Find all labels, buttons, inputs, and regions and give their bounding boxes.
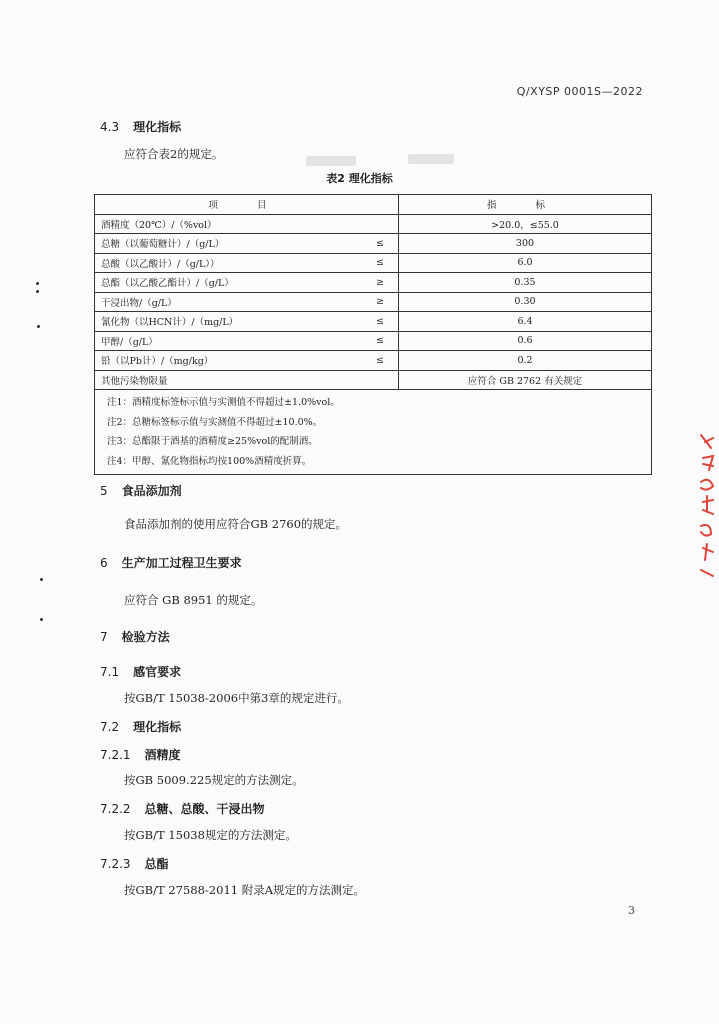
paragraph: 食品添加剂的使用应符合GB 2760的规定。 [124,517,348,531]
table-note: 注1：酒精度标签标示值与实测值不得超过±1.0%vol。 [107,397,340,408]
table-row [95,253,652,273]
column-header-index: 指 标 [399,195,652,215]
scan-smudge [408,154,454,164]
table-row [95,273,652,293]
row-item-name: 总酸（以乙酸计）/（g/L）） [95,253,359,273]
physicochemical-table [94,194,652,475]
section-number: 7.2.3 [100,857,131,871]
row-value: 6.4 [399,312,652,332]
scan-speck [40,618,43,621]
notes-row [95,390,652,475]
table-body [95,214,652,390]
red-stamp-fragment [695,430,719,580]
section-title: 食品添加剂 [121,484,182,498]
table-note: 注3：总酯限于酒基的酒精度≥25%vol的配制酒。 [107,436,318,447]
section-heading [100,746,181,763]
section-heading [100,800,265,817]
row-value: 0.35 [399,273,652,293]
column-header-item: 项 目 [95,195,399,215]
section-title: 理化指标 [133,720,182,734]
section-heading [100,718,181,735]
section-title: 总酯 [144,857,169,871]
row-value: 0.2 [399,351,652,371]
row-comparator [358,214,399,234]
row-item-name: 其他污染物限量 [95,370,359,390]
row-item-name: 铅（以Pb计）/（mg/kg） [95,351,359,371]
section-title: 理化指标 [133,120,182,134]
row-comparator [358,370,399,390]
section-number: 5 [100,484,108,498]
section-title: 检验方法 [121,630,170,644]
section-heading [100,663,181,680]
section-number: 7.2 [100,720,120,734]
section-heading [100,628,170,645]
section-title: 生产加工过程卫生要求 [121,556,242,570]
section-number: 6 [100,556,108,570]
table-row [95,370,652,390]
table-row [95,331,652,351]
table-header-row [95,195,652,215]
row-comparator: ≤ [358,331,399,351]
row-item-name: 酒精度（20℃）/（%vol） [95,214,359,234]
paragraph: 应符合表2的规定。 [124,147,224,161]
section-heading [100,118,181,135]
row-item-name: 甲醇/（g/L） [95,331,359,351]
row-comparator: ≥ [358,273,399,293]
row-value: 300 [399,234,652,254]
section-heading [100,482,182,499]
section-heading [100,855,169,872]
row-comparator: ≥ [358,292,399,312]
table-note: 注2：总糖标签标示值与实测值不得超过±10.0%。 [107,416,323,428]
section-number: 7.1 [100,665,120,679]
paragraph: 按GB 5009.225规定的方法测定。 [124,773,304,787]
section-title: 总糖、总酸、干浸出物 [144,802,265,816]
table-note: 注4：甲醇、氰化物指标均按100%酒精度折算。 [107,455,312,467]
row-item-name: 总酯（以乙酸乙酯计）/（g/L） [95,273,359,293]
section-number: 4.3 [100,120,120,134]
row-comparator: ≤ [358,351,399,371]
row-value: 6.0 [399,253,652,273]
paragraph: 按GB/T 15038-2006中第3章的规定进行。 [124,691,349,705]
standard-code: Q/XYSP 0001S—2022 [516,85,643,98]
row-value: >20.0，≤55.0 [399,214,652,234]
row-item-name: 总糖（以葡萄糖计）/（g/L） [95,234,359,254]
row-value: 0.6 [399,331,652,351]
scan-speck [40,578,43,581]
paragraph: 按GB/T 27588-2011 附录A规定的方法测定。 [124,883,366,897]
table-notes [95,390,652,475]
scan-speck [37,325,40,328]
row-item-name: 干浸出物/（g/L） [95,292,359,312]
table-row [95,234,652,254]
page-number: 3 [628,904,635,917]
paragraph: 应符合 GB 8951 的规定。 [124,593,263,607]
row-comparator: ≤ [358,234,399,254]
table-row [95,292,652,312]
row-item-name: 氰化物（以HCN计）/（mg/L） [95,312,359,332]
section-number: 7.2.1 [100,748,131,762]
section-number: 7.2.2 [100,802,131,816]
row-value: 0.30 [399,292,652,312]
paragraph: 按GB/T 15038规定的方法测定。 [124,828,297,842]
table-row [95,214,652,234]
scan-smudge [306,156,356,166]
table-caption: 表2 理化指标 [326,172,393,185]
section-title: 感官要求 [133,665,182,679]
row-value: 应符合 GB 2762 有关规定 [399,370,652,390]
scan-speck [36,282,39,285]
row-comparator: ≤ [358,253,399,273]
section-number: 7 [100,630,108,644]
scan-speck [36,290,39,293]
section-title: 酒精度 [144,748,181,762]
table-row [95,312,652,332]
table-row [95,351,652,371]
row-comparator: ≤ [358,312,399,332]
section-heading [100,554,242,571]
